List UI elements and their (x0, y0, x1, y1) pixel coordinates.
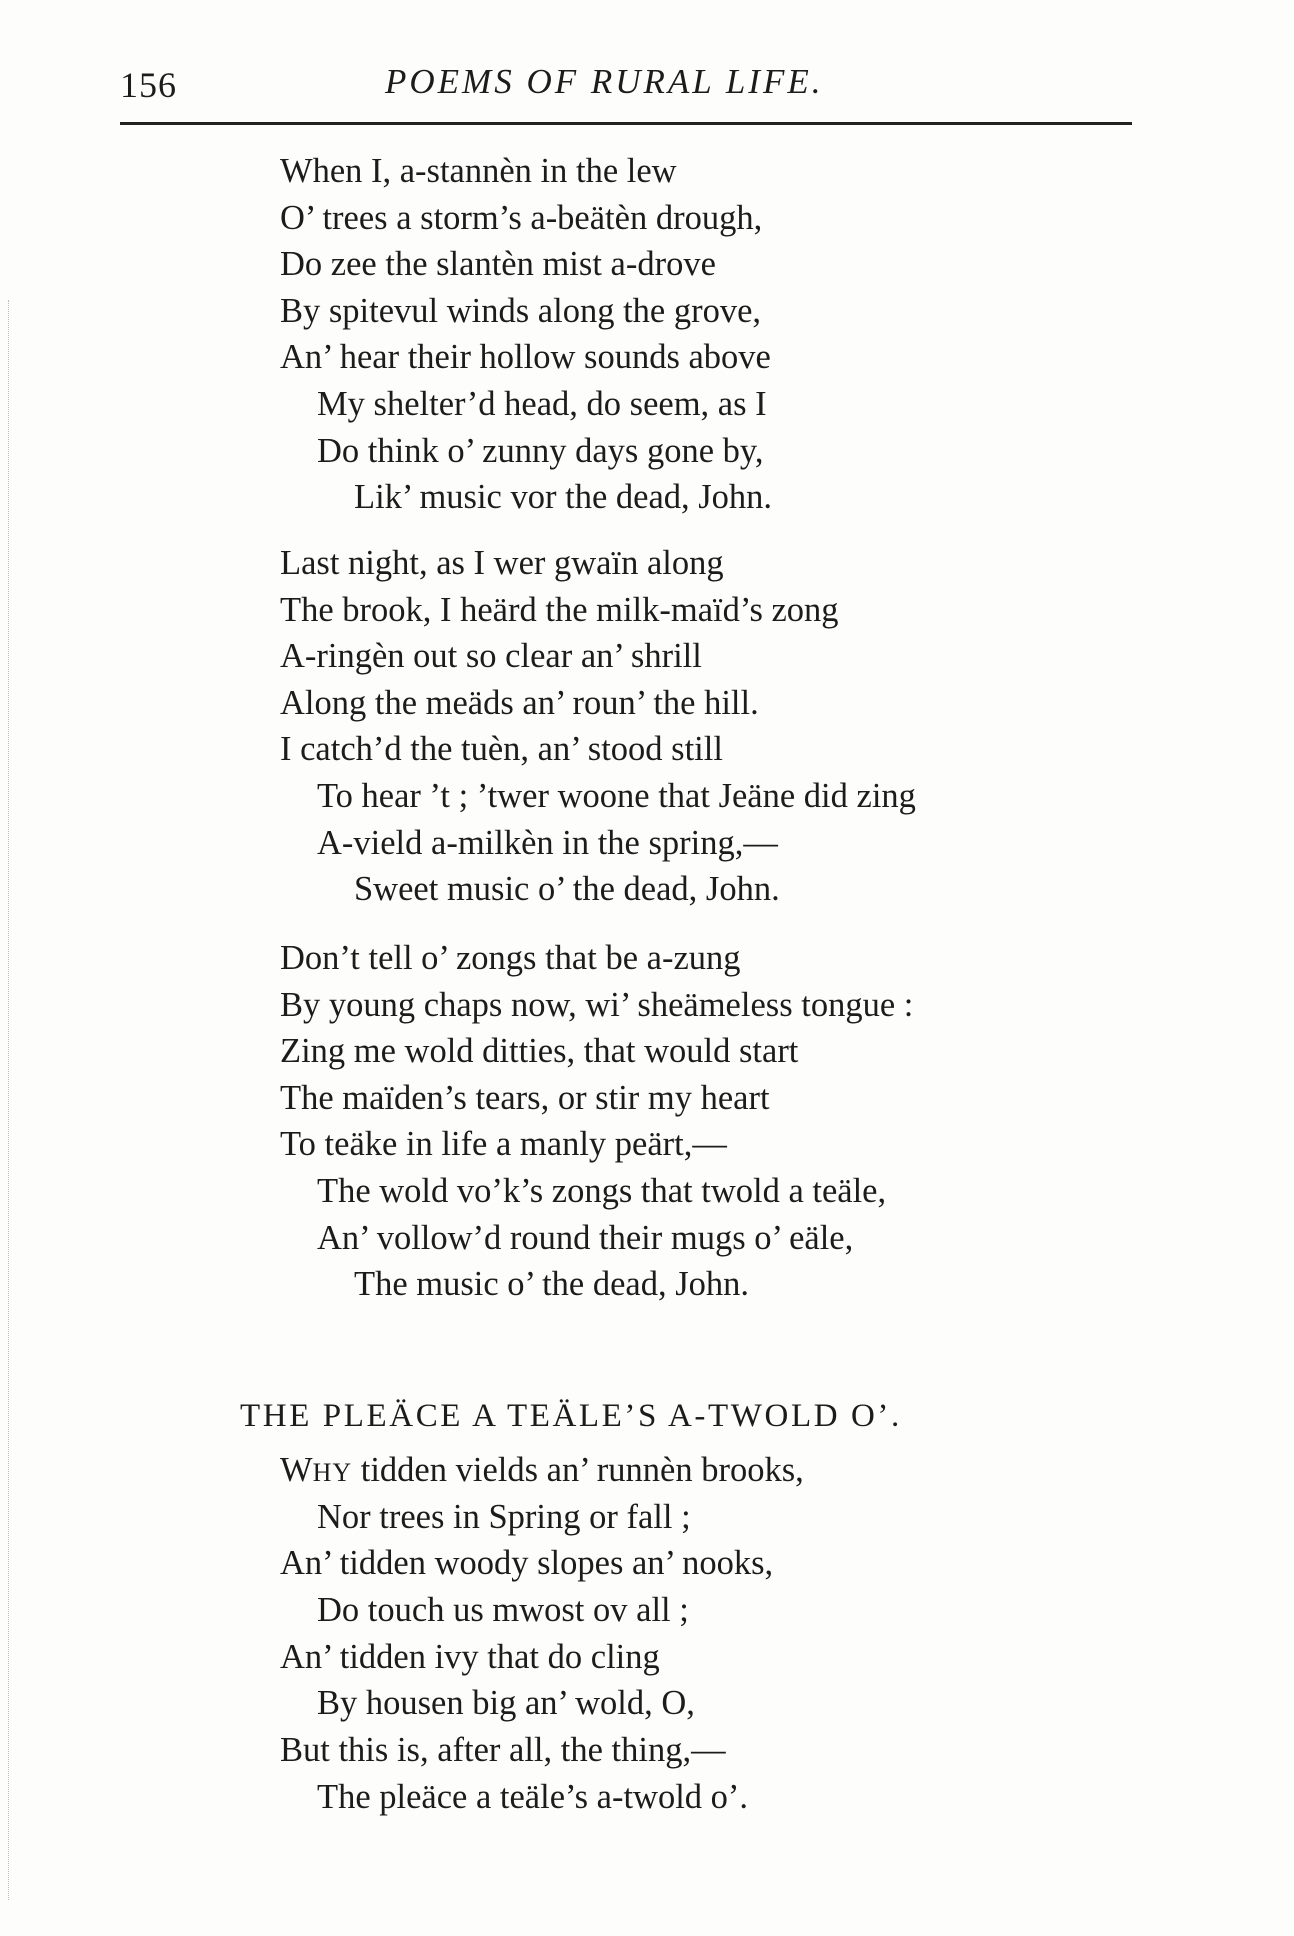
verse-line: An’ hear their hollow sounds above (280, 338, 771, 377)
verse-line: My shelter’d head, do seem, as I (317, 384, 767, 423)
verse-line: Do zee the slantèn mist a-drove (280, 245, 716, 284)
gutter-dotted-line (8, 300, 10, 1900)
stanza-poem2 (280, 1447, 804, 1821)
page-number: 156 (120, 65, 177, 105)
verse-line: The wold vo’k’s zongs that twold a teäle, (317, 1171, 887, 1210)
verse-line: By spitevul winds along the grove, (280, 291, 762, 330)
verse-line: The brook, I heärd the milk-maïd’s zong (280, 590, 839, 629)
verse-line: O’ trees a storm’s a-beätèn drough, (280, 198, 763, 237)
header-rule (120, 122, 1132, 125)
verse-line: But this is, after all, the thing,— (280, 1731, 726, 1770)
first-line-text: tidden vields an’ runnèn brooks, (352, 1451, 804, 1489)
refrain-line: Lik’ music vor the dead, John. (354, 478, 773, 517)
verse-line-first (280, 1447, 804, 1494)
initial-capital: W (280, 1451, 313, 1489)
verse-line: Along the meäds an’ roun’ the hill. (280, 683, 759, 722)
verse-line: Don’t tell o’ zongs that be a-zung (280, 939, 741, 977)
running-title: POEMS OF RURAL LIFE. (385, 62, 824, 101)
verse-line: Do think o’ zunny days gone by, (317, 431, 764, 470)
poem-title: THE PLEÄCE A TEÄLE’S A-TWOLD O’. (240, 1398, 902, 1434)
verse-line: An’ vollow’d round their mugs o’ eäle, (317, 1218, 854, 1257)
verse-line: When I, a-stannèn in the lew (280, 152, 677, 190)
stanza-1 (280, 148, 772, 521)
verse-line: To teäke in life a manly peärt,— (280, 1125, 727, 1164)
verse-line: Nor trees in Spring or fall ; (317, 1497, 691, 1536)
verse-line: An’ tidden woody slopes an’ nooks, (280, 1544, 774, 1583)
refrain-line: The music o’ the dead, John. (354, 1265, 750, 1304)
verse-line: An’ tidden ivy that do cling (280, 1637, 660, 1676)
stanza-3 (280, 935, 913, 1308)
verse-line: By young chaps now, wi’ sheämeless tongue : (280, 985, 914, 1024)
verse-line: I catch’d the tuèn, an’ stood still (280, 730, 723, 769)
verse-line: A-ringèn out so clear an’ shrill (280, 637, 702, 676)
small-caps-word: HY (312, 1458, 353, 1487)
verse-line: The pleäce a teäle’s a-twold o’. (317, 1777, 749, 1816)
verse-line: The maïden’s tears, or stir my heart (280, 1078, 770, 1117)
verse-line: Last night, as I wer gwaïn along (280, 544, 724, 582)
verse-line: To hear ’t ; ’twer woone that Jeäne did zing (317, 776, 916, 815)
verse-line: By housen big an’ wold, O, (317, 1684, 695, 1723)
stanza-2 (280, 540, 916, 913)
verse-line: Zing me wold ditties, that would start (280, 1032, 799, 1071)
verse-line: Do touch us mwost ov all ; (317, 1591, 689, 1630)
verse-line: A-vield a-milkèn in the spring,— (317, 823, 778, 862)
refrain-line: Sweet music o’ the dead, John. (354, 870, 780, 909)
